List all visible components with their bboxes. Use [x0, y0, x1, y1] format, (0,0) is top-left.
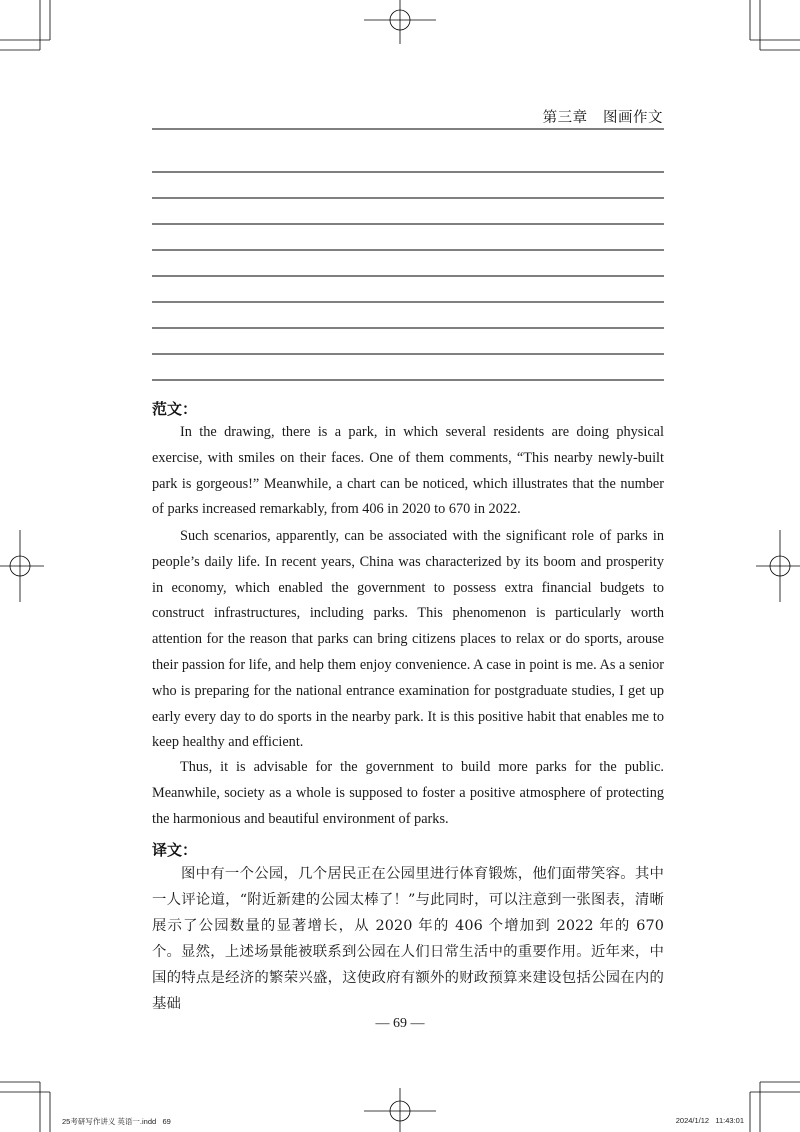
chapter-title: 图画作文	[603, 110, 663, 126]
running-header	[543, 106, 663, 127]
writing-lines	[152, 172, 664, 380]
sample-paragraph-2: Such scenarios, apparently, can be associated with the significant role of parks in people’s daily life. In recent years, China was characterized by its boom and prosperity in economy, which enabled the government to possess extra financial budgets to construct infrastructures, including parks. This phenomenon is particularly worth attention for the reason that parks can bring citizens places to relax or do sports, arouse their passion for life, and help them enjoy convenience. A case in point is me. As a senior who is preparing for the national entrance examination for postgraduate studies, I get up early every day to do sports in the nearby park. It is this positive habit that enables me to keep healthy and efficient.	[152, 528, 664, 751]
footer-timestamp: 2024/1/12 11:43:01	[675, 1116, 744, 1125]
registration-mark-right	[756, 530, 800, 602]
sample-essay-label: 范文：	[152, 400, 198, 418]
translation-label: 译文：	[152, 841, 198, 859]
translation-paragraph-2: 显然，上述场景能被联系到公园在人们日常生活中的重要作用。近年来，中国的特点是经济的繁荣兴盛，这使政府有额外的财政预算来建设包括公园在内的基础	[152, 944, 664, 1012]
sample-paragraph-1: In the drawing, there is a park, in which several residents are doing physical exercise, with smiles on their faces. One of them comments, “This nearby newly-built park is gorgeous!” Meanwhile, a chart can be noticed, which illustrates that the number of parks increased remarkably, from 406 in 2020 to 670 in 2022.	[152, 424, 664, 518]
sample-paragraph-3: Thus, it is advisable for the government to build more parks for the public. Meanwhile, society as a whole is supposed to foster a positive atmosphere of protecting the harmonious and beautiful environment of parks.	[152, 759, 664, 827]
translation-paragraph-1: 图中有一个公园，几个居民正在公园里进行体育锻炼，他们面带笑容。其中一人评论道，“附近新建的公园太棒了！”与此同时，可以注意到一张图表，清晰展示了公园数量的显著增长，从 2020 年的 406 个增加到 2022 年的 670 个。	[152, 866, 664, 960]
registration-mark-top	[364, 0, 436, 44]
chapter-number: 第三章	[542, 110, 588, 126]
registration-mark-left	[0, 530, 44, 602]
footer-file-name: 25考研写作讲义 英语一.indd 69	[62, 1117, 171, 1126]
page-number: — 69 —	[375, 1016, 425, 1031]
registration-mark-bottom	[364, 1088, 436, 1132]
